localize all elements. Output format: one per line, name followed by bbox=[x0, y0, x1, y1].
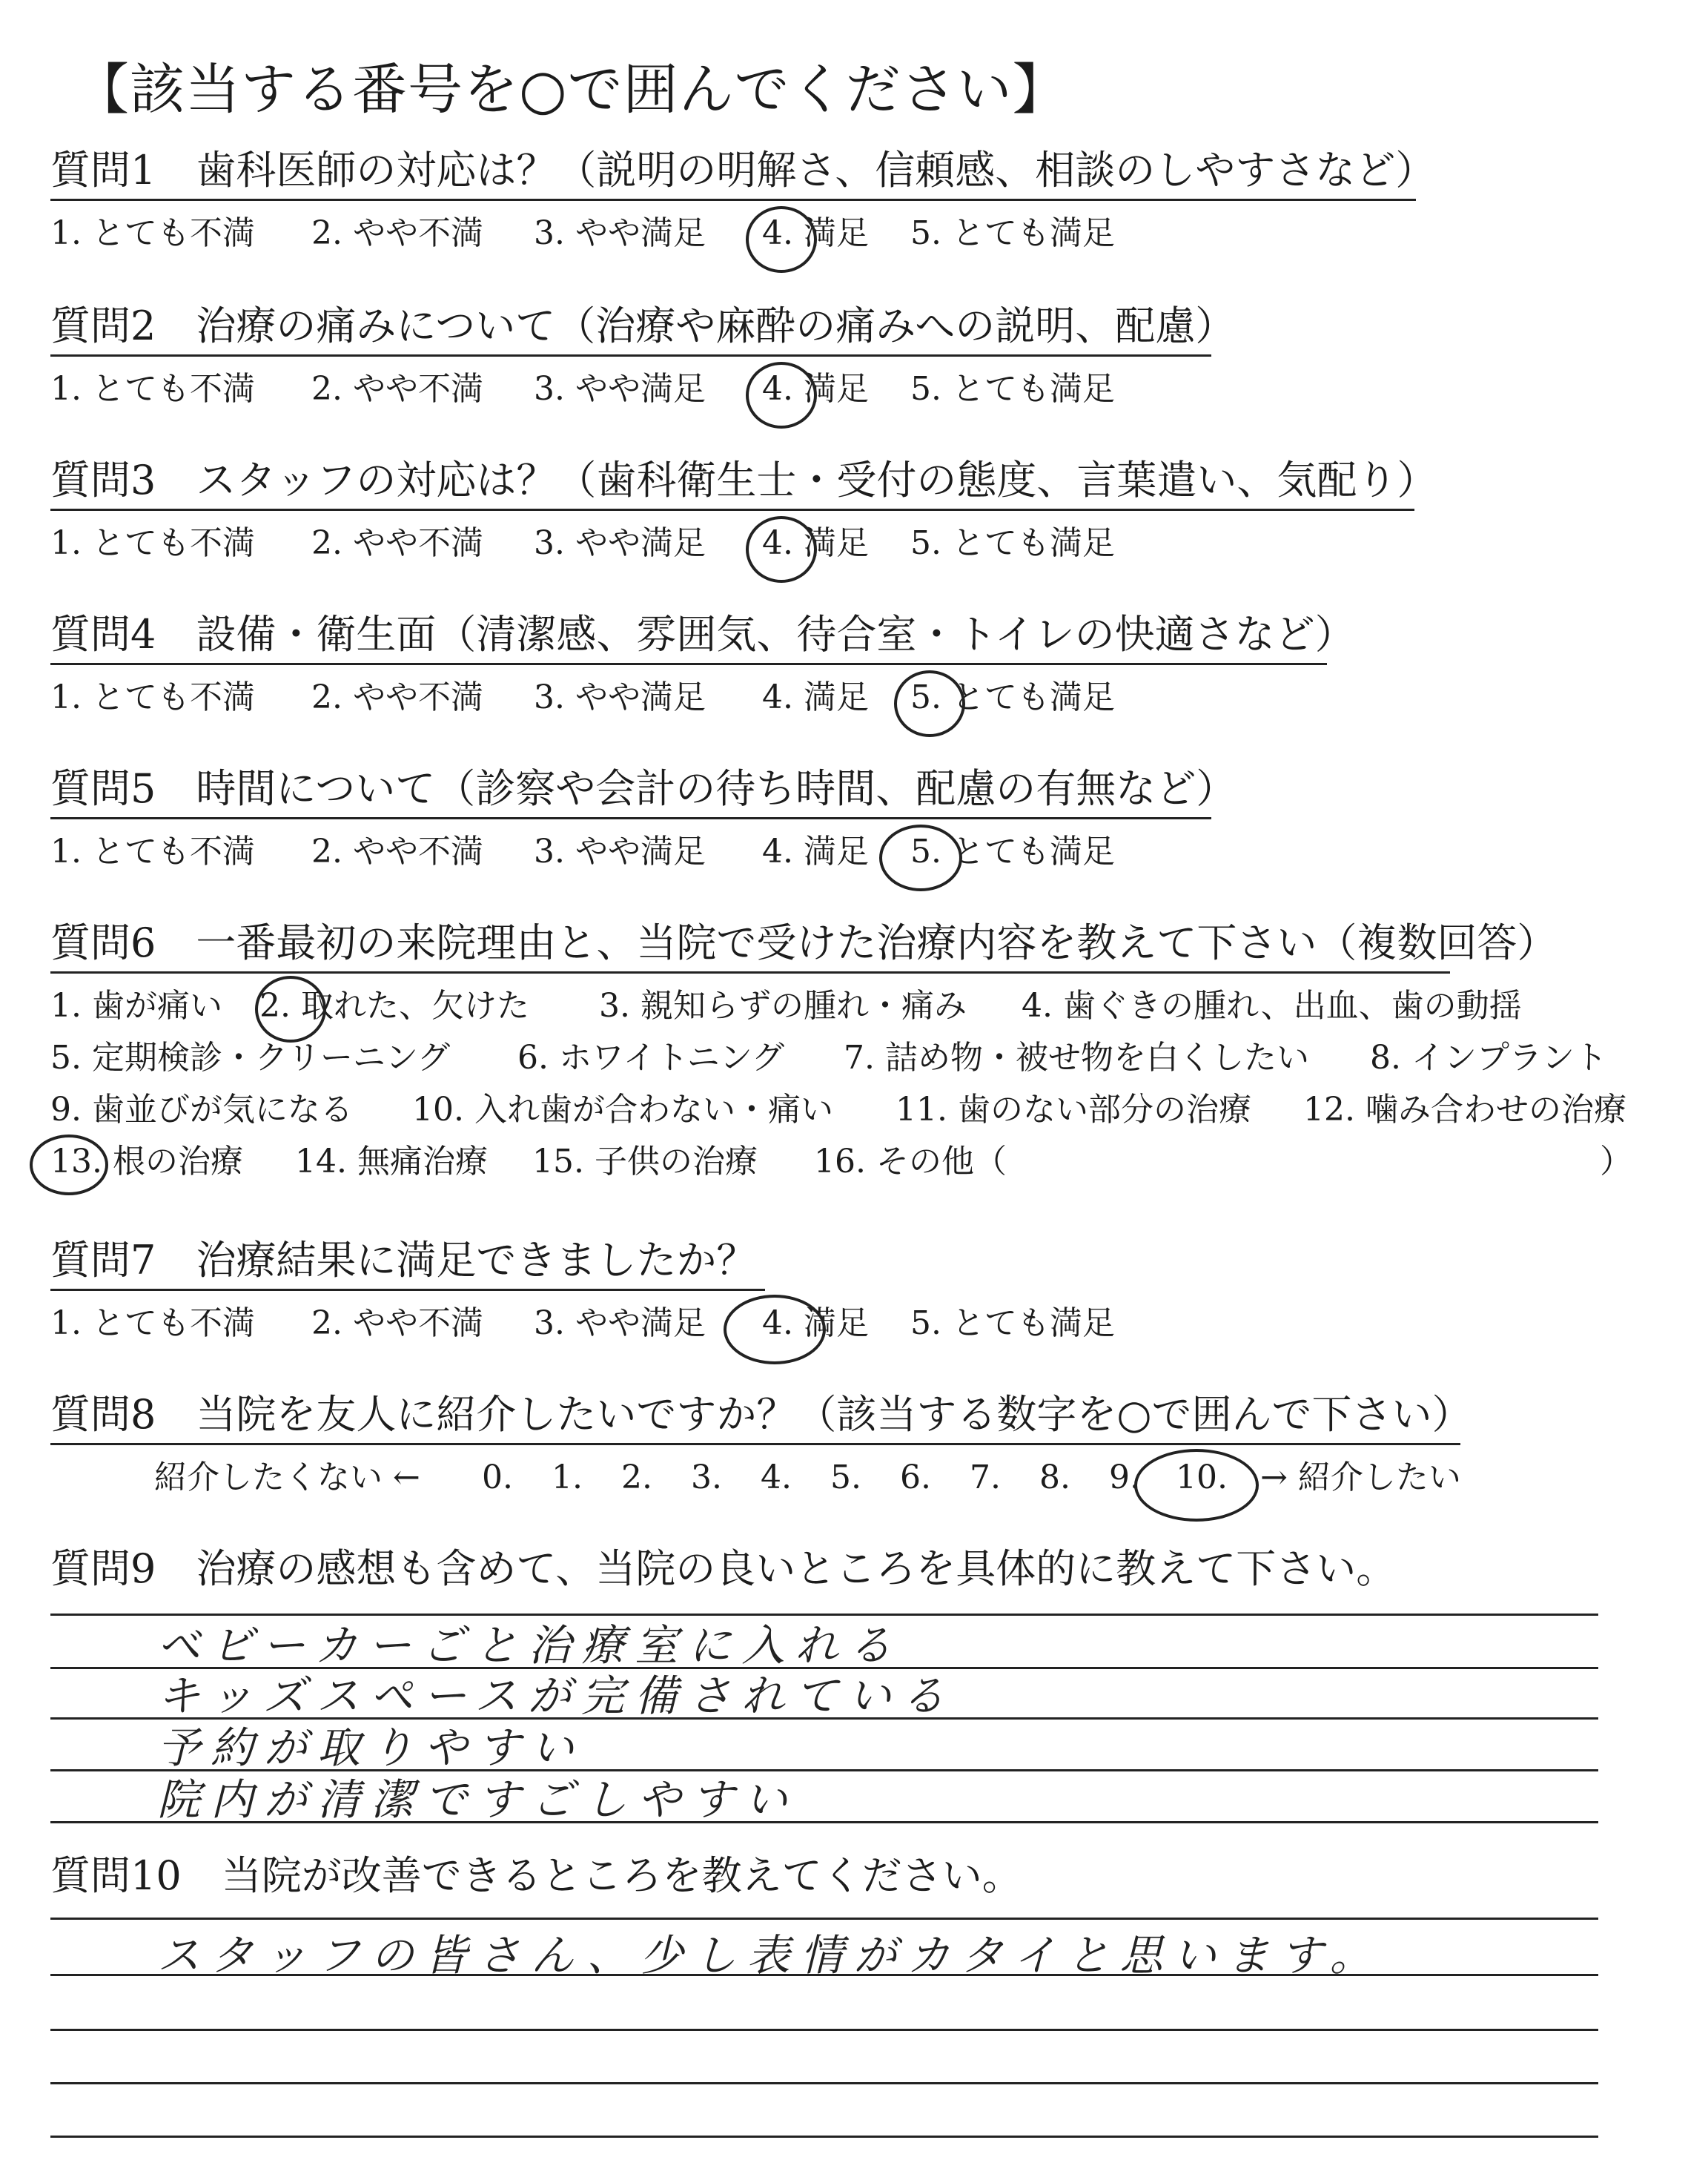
option-3[interactable]: 3. やや満足 bbox=[534, 678, 706, 716]
option-2[interactable]: 2. やや不満 bbox=[311, 678, 483, 716]
scale-number-4[interactable]: 4. bbox=[761, 1459, 792, 1496]
answer-line bbox=[50, 2136, 1598, 2138]
option-4[interactable]: 4. 満足 bbox=[762, 524, 869, 562]
option-5[interactable]: 5. とても満足 bbox=[910, 833, 1115, 871]
answer-circle-mark bbox=[746, 206, 817, 273]
answer-circle-mark bbox=[894, 670, 965, 737]
question-6-underline bbox=[50, 971, 1450, 974]
scale-number-8[interactable]: 8. bbox=[1039, 1459, 1070, 1496]
q6-option-2[interactable]: 2. 取れた、欠けた bbox=[259, 987, 529, 1025]
q6-option-11[interactable]: 11. 歯のない部分の治療 bbox=[896, 1091, 1251, 1129]
option-2[interactable]: 2. やや不満 bbox=[311, 214, 483, 252]
scale-number-2[interactable]: 2. bbox=[621, 1459, 652, 1496]
option-1[interactable]: 1. とても不満 bbox=[50, 833, 255, 871]
option-1[interactable]: 1. とても不満 bbox=[50, 370, 255, 408]
option-2[interactable]: 2. やや不満 bbox=[311, 524, 483, 562]
option-5[interactable]: 5. とても満足 bbox=[910, 370, 1115, 408]
q6-option-1[interactable]: 1. 歯が痛い bbox=[50, 987, 222, 1025]
option-5[interactable]: 5. とても満足 bbox=[910, 678, 1115, 716]
option-3[interactable]: 3. やや満足 bbox=[534, 833, 706, 871]
question-4-title: 質問4 設備・衛生面（清潔感、雰囲気、待合室・トイレの快適さなど） bbox=[50, 611, 1355, 658]
question-2-title: 質問2 治療の痛みについて（治療や麻酔の痛みへの説明、配慮） bbox=[50, 303, 1236, 349]
option-3[interactable]: 3. やや満足 bbox=[534, 214, 706, 252]
question-2-underline bbox=[50, 354, 1211, 357]
scale-number-3[interactable]: 3. bbox=[691, 1459, 722, 1496]
question-4-underline bbox=[50, 663, 1327, 665]
option-1[interactable]: 1. とても不満 bbox=[50, 214, 255, 252]
option-5[interactable]: 5. とても満足 bbox=[910, 214, 1115, 252]
q6-option-9[interactable]: 9. 歯並びが気になる bbox=[50, 1091, 353, 1129]
question-7-title: 質問7 治療結果に満足できましたか？ bbox=[50, 1237, 757, 1284]
option-5[interactable]: 5. とても満足 bbox=[910, 524, 1115, 562]
option-2[interactable]: 2. やや不満 bbox=[311, 833, 483, 871]
question-3-title: 質問3 スタッフの対応は？（歯科衛生士・受付の態度、言葉遣い、気配り） bbox=[50, 457, 1437, 503]
q6-option-8[interactable]: 8. インプラント bbox=[1370, 1039, 1607, 1077]
question-5-underline bbox=[50, 817, 1211, 819]
scale-number-9[interactable]: 9. bbox=[1109, 1459, 1140, 1496]
q6-option-7[interactable]: 7. 詰め物・被せ物を白くしたい bbox=[844, 1039, 1309, 1077]
option-1[interactable]: 1. とても不満 bbox=[50, 1304, 255, 1342]
q6-option-10[interactable]: 10. 入れ歯が合わない・痛い bbox=[412, 1091, 833, 1129]
q9-answer-line-3: 予約が取りやすい bbox=[157, 1723, 585, 1773]
q6-other-close-paren: ） bbox=[1600, 1143, 1632, 1180]
answer-line bbox=[50, 2082, 1598, 2084]
option-4[interactable]: 4. 満足 bbox=[762, 678, 869, 716]
question-5-title: 質問5 時間について（診察や会計の待ち時間、配慮の有無など） bbox=[50, 765, 1237, 812]
question-8-underline bbox=[50, 1443, 1460, 1445]
scale-number-10[interactable]: 10. bbox=[1176, 1459, 1228, 1496]
scale-right-label: → 紹介したい bbox=[1260, 1459, 1461, 1496]
q6-option-14[interactable]: 14. 無痛治療 bbox=[295, 1143, 488, 1180]
q6-option-4[interactable]: 4. 歯ぐきの腫れ、出血、歯の動揺 bbox=[1022, 987, 1522, 1025]
option-1[interactable]: 1. とても不満 bbox=[50, 524, 255, 562]
q9-answer-line-4: 院内が清潔ですごしやすい bbox=[157, 1774, 798, 1825]
scale-number-7[interactable]: 7. bbox=[970, 1459, 1001, 1496]
answer-circle-mark bbox=[746, 362, 817, 429]
question-7-underline bbox=[50, 1289, 765, 1291]
q9-answer-line-2: キッズスペースが完備されている bbox=[157, 1671, 955, 1721]
question-9-title: 質問9 治療の感想も含めて、当院の良いところを具体的に教えて下さい。 bbox=[50, 1545, 1397, 1592]
question-1-title: 質問1 歯科医師の対応は？（説明の明解さ、信頼感、相談のしやすさなど） bbox=[50, 147, 1436, 194]
option-4[interactable]: 4. 満足 bbox=[762, 1304, 869, 1342]
scale-number-5[interactable]: 5. bbox=[830, 1459, 861, 1496]
question-3-underline bbox=[50, 509, 1414, 511]
q6-option-15[interactable]: 15. 子供の治療 bbox=[532, 1143, 758, 1180]
option-3[interactable]: 3. やや満足 bbox=[534, 524, 706, 562]
question-8-title: 質問8 当院を友人に紹介したいですか？（該当する数字を○で囲んで下さい） bbox=[50, 1391, 1472, 1438]
answer-line bbox=[50, 1918, 1598, 1920]
answer-line bbox=[50, 2029, 1598, 2031]
answer-circle-mark bbox=[30, 1135, 108, 1195]
q10-answer-line-1: スタッフの皆さん、少し表情がカタイと思います。 bbox=[157, 1930, 1383, 1981]
question-6-title: 質問6 一番最初の来院理由と、当院で受けた治療内容を教えて下さい（複数回答） bbox=[50, 919, 1558, 966]
q6-option-12[interactable]: 12. 噛み合わせの治療 bbox=[1303, 1091, 1626, 1129]
q6-option-6[interactable]: 6. ホワイトニング bbox=[517, 1039, 785, 1077]
option-4[interactable]: 4. 満足 bbox=[762, 833, 869, 871]
option-2[interactable]: 2. やや不満 bbox=[311, 370, 483, 408]
option-1[interactable]: 1. とても不満 bbox=[50, 678, 255, 716]
q6-option-13[interactable]: 13. 根の治療 bbox=[50, 1143, 243, 1180]
answer-circle-mark bbox=[1134, 1449, 1259, 1522]
option-3[interactable]: 3. やや満足 bbox=[534, 1304, 706, 1342]
q6-option-3[interactable]: 3. 親知らずの腫れ・痛み bbox=[599, 987, 967, 1025]
option-5[interactable]: 5. とても満足 bbox=[910, 1304, 1115, 1342]
scale-number-0[interactable]: 0. bbox=[482, 1459, 513, 1496]
option-4[interactable]: 4. 満足 bbox=[762, 214, 869, 252]
q9-answer-line-1: ベビーカーごと治療室に入れる bbox=[157, 1620, 902, 1671]
scale-left-label: 紹介したくない ← bbox=[154, 1459, 420, 1496]
question-10-title: 質問10 当院が改善できるところを教えてください。 bbox=[50, 1852, 1022, 1899]
option-3[interactable]: 3. やや満足 bbox=[534, 370, 706, 408]
q6-option-16[interactable]: 16. その他（ bbox=[814, 1143, 1007, 1180]
page-heading: 【該当する番号を○で囲んでください】 bbox=[74, 58, 1068, 122]
scale-number-1[interactable]: 1. bbox=[552, 1459, 583, 1496]
answer-circle-mark bbox=[746, 516, 817, 583]
option-2[interactable]: 2. やや不満 bbox=[311, 1304, 483, 1342]
option-4[interactable]: 4. 満足 bbox=[762, 370, 869, 408]
question-1-underline bbox=[50, 199, 1416, 201]
answer-circle-mark bbox=[879, 825, 962, 891]
answer-circle-mark bbox=[724, 1295, 826, 1364]
scale-number-6[interactable]: 6. bbox=[900, 1459, 931, 1496]
q6-option-5[interactable]: 5. 定期検診・クリーニング bbox=[50, 1039, 451, 1077]
